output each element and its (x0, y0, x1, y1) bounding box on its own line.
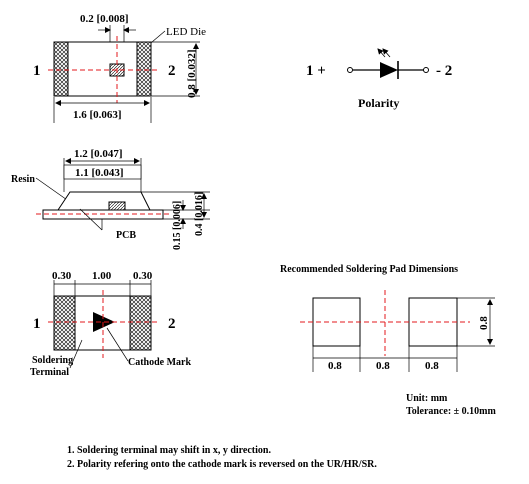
top-terminal-right (137, 42, 151, 96)
pad-gap: 0.8 (376, 360, 390, 372)
pin1-label-top: 1 (33, 63, 41, 79)
bottom-terminal-left (54, 296, 75, 350)
diode-triangle (380, 62, 398, 78)
pad-width-left: 0.8 (328, 360, 342, 372)
anode-terminal (348, 68, 353, 73)
solder-pad-title: Recommended Soldering Pad Dimensions (280, 264, 459, 275)
resin-dome (58, 192, 150, 210)
led-die-label: LED Die (166, 26, 207, 38)
soldering-terminal-label-1: Soldering (32, 355, 74, 366)
pad-width-right: 0.8 (425, 360, 439, 372)
pcb-thickness: 0.15 [0.006] (172, 200, 183, 250)
polarity-plus-label: 1 + (306, 63, 326, 79)
polarity-symbol (306, 49, 452, 110)
pin1-label-bottom: 1 (33, 316, 41, 332)
side-view (11, 148, 210, 250)
bottom-dim-right: 0.30 (133, 270, 153, 282)
bottom-terminal-right (130, 296, 151, 350)
bottom-view (30, 270, 191, 378)
unit-label: Unit: mm (406, 393, 448, 404)
top-view-body (54, 42, 151, 96)
side-top-width: 1.2 [0.047] (74, 148, 123, 160)
cathode-mark-label: Cathode Mark (128, 357, 192, 368)
solder-pad-layout (280, 264, 495, 372)
width-dimension: 0.8 [0.032] (186, 49, 198, 98)
pin2-label-top: 2 (168, 63, 176, 79)
pad-height: 0.8 (478, 316, 490, 330)
top-terminal-left (54, 42, 68, 96)
pcb-label: PCB (116, 230, 136, 241)
resin-label: Resin (11, 174, 35, 185)
pin2-label-bottom: 2 (168, 316, 176, 332)
side-height: 0.4 [0.016] (194, 191, 205, 236)
polarity-minus-label: - 2 (436, 63, 453, 79)
tolerance-label: Tolerance: ± 0.10mm (406, 406, 496, 417)
resin-leader (36, 178, 70, 202)
note-1: 1. Soldering terminal may shift in x, y direction. (67, 445, 271, 456)
length-dimension: 1.6 [0.063] (73, 109, 122, 121)
bottom-dim-center: 1.00 (92, 270, 112, 282)
die-width-dimension: 0.2 [0.008] (80, 13, 129, 25)
side-inner-width: 1.1 [0.043] (75, 167, 124, 179)
top-view (33, 13, 206, 123)
side-led-die (109, 202, 125, 210)
bottom-dim-left: 0.30 (52, 270, 72, 282)
soldering-terminal-label-2: Terminal (30, 367, 70, 378)
note-2: 2. Polarity refering onto the cathode mark is reversed on the UR/HR/SR. (67, 459, 377, 470)
polarity-title: Polarity (358, 96, 400, 110)
cathode-terminal (424, 68, 429, 73)
